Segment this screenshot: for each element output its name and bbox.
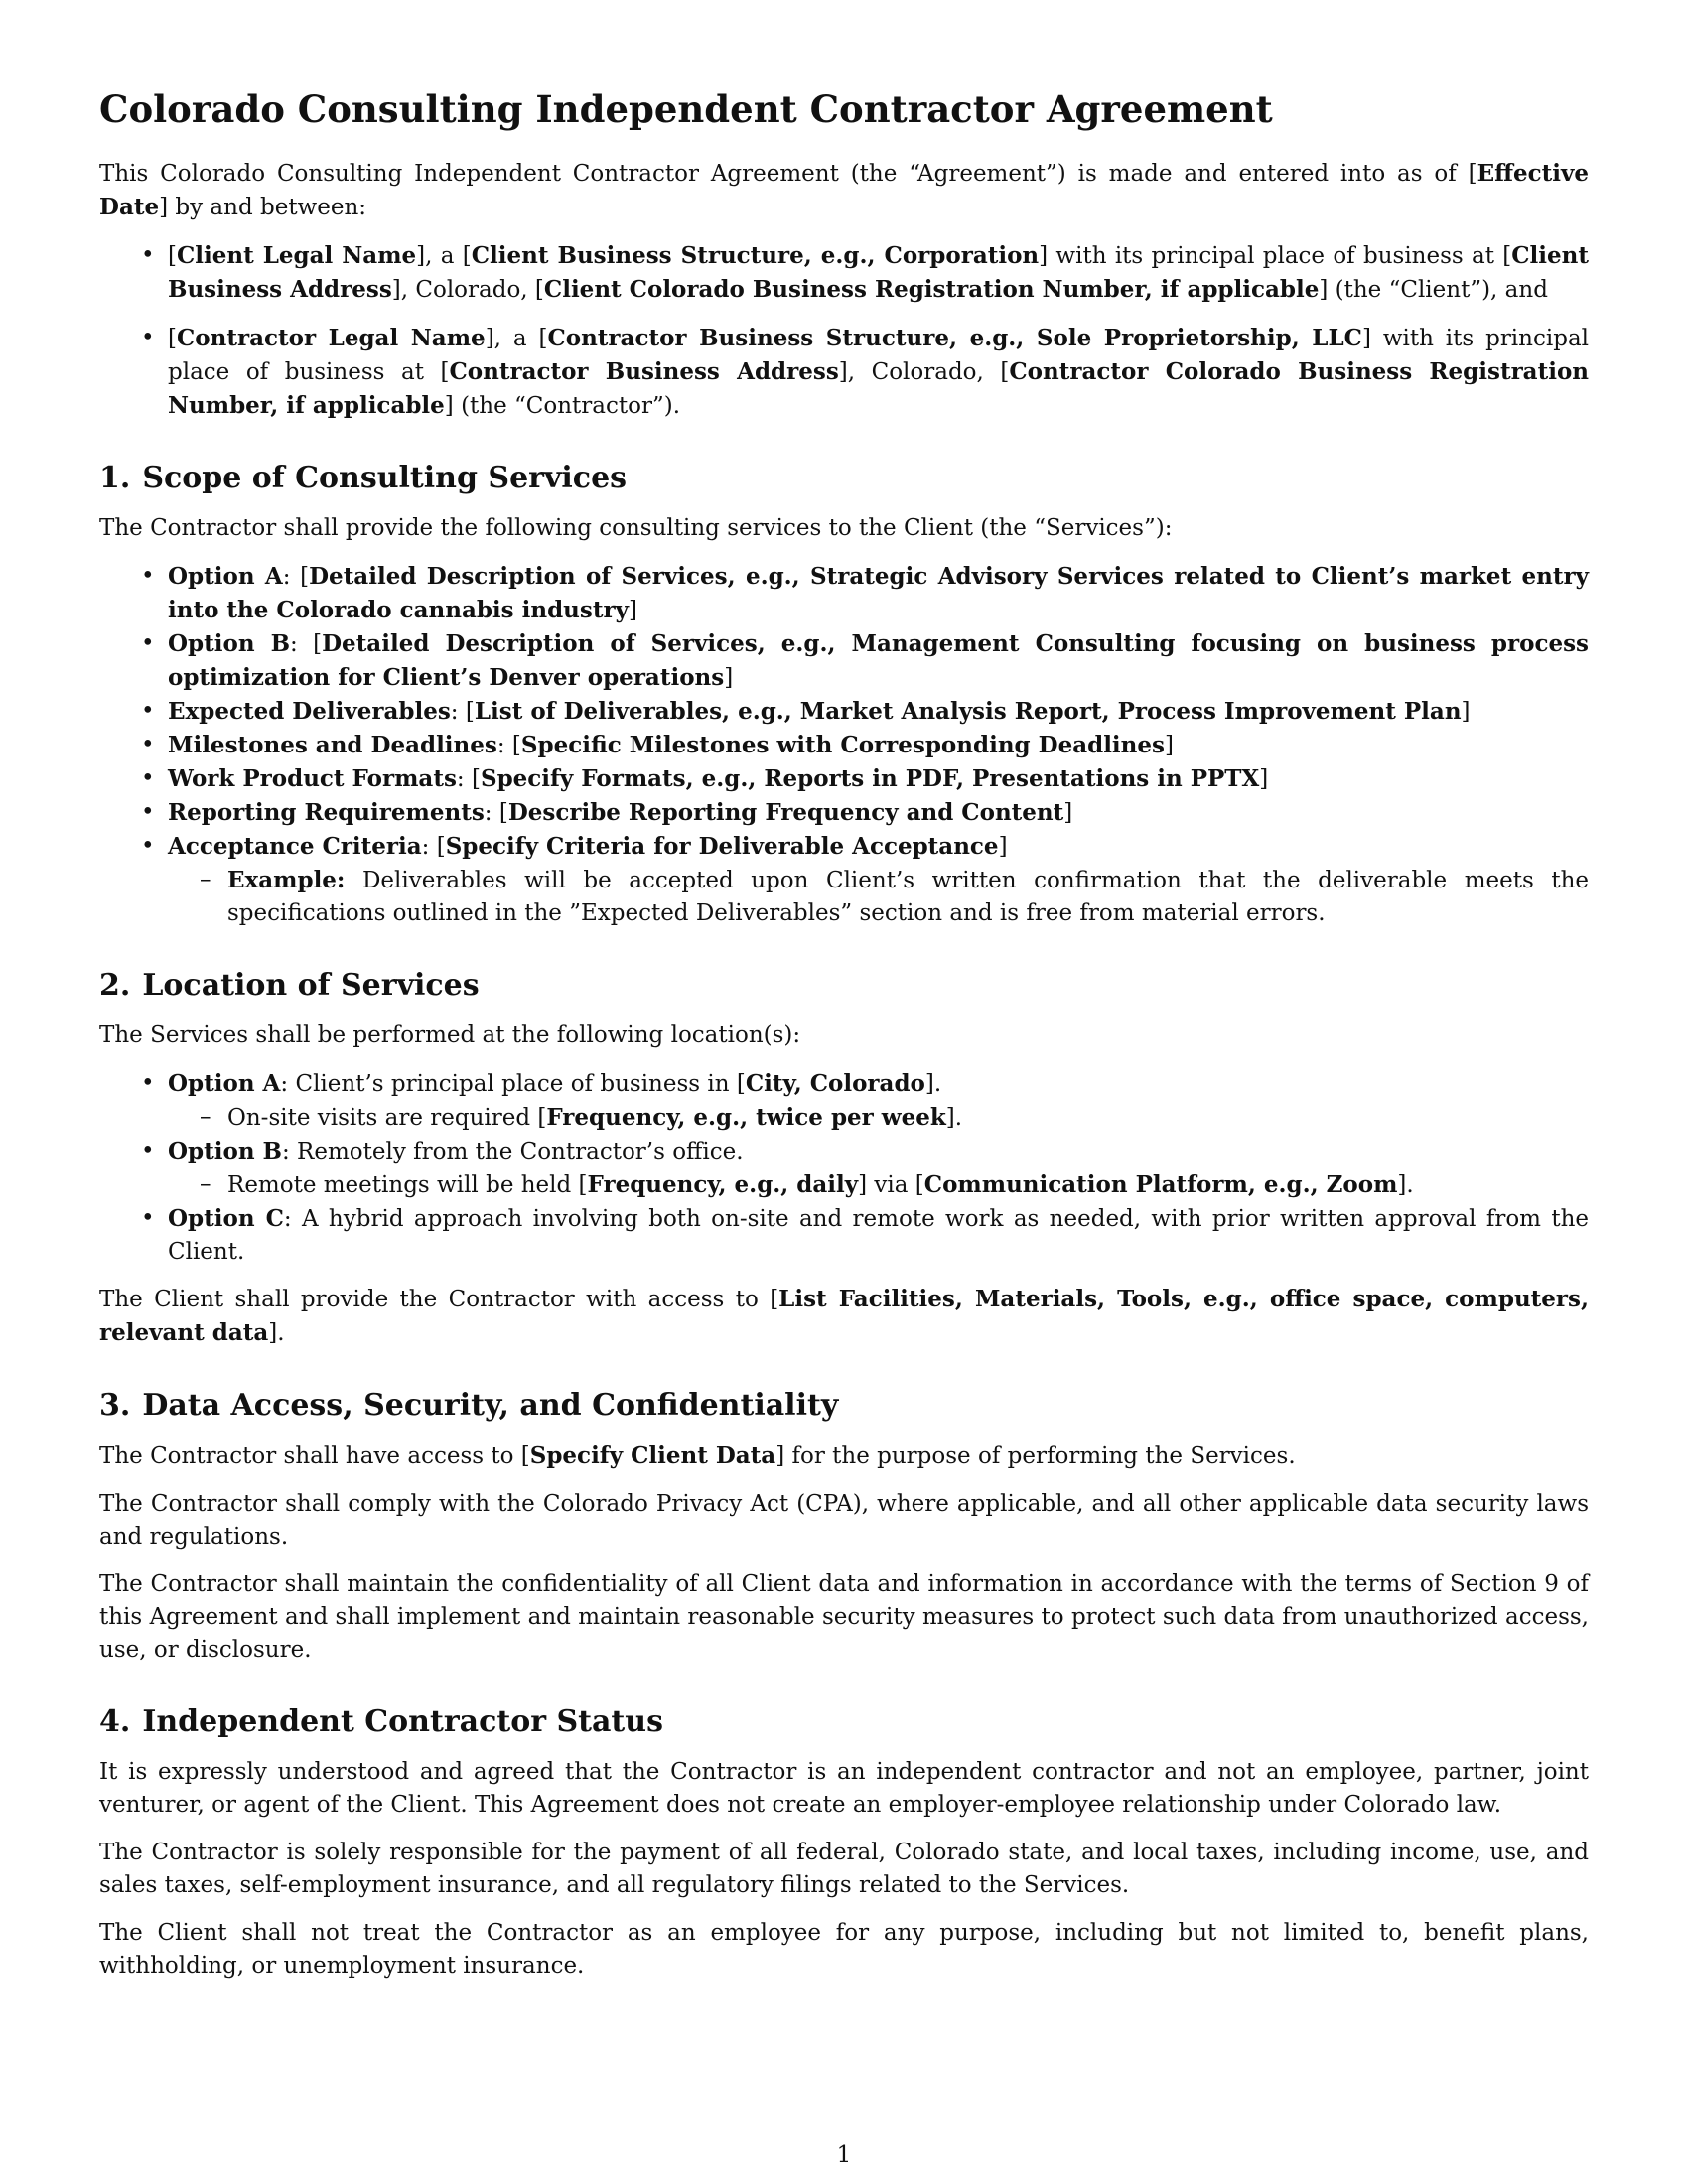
section-3-p3: The Contractor shall maintain the confidentiality of all Client data and information in accordance with the terms of Section 9 of this Agreement and shall implement and maintain reasonable security measures to protect such data from unauthorized access, use, or disclosure. <box>99 1571 1589 1664</box>
option-a-sublist <box>168 1101 1589 1135</box>
section-4-p2: The Contractor is solely responsible for the payment of all federal, Colorado state, and local taxes, including income, use, and sales taxes, self-employment insurance, and all regulatory filings related to the Services. <box>99 1840 1589 1899</box>
location-option-b: • Option B: Remotely from the Contractor’s office. – Remote meetings will be held [Frequency, e.g., daily] via [Communication Platform, e.g., Zoom]. <box>99 1135 1589 1202</box>
service-item: • Acceptance Criteria: [Specify Criteria for Deliverable Acceptance] – Example: Deliverables will be accepted upon Client’s written confirmation that the deliverable meets the specifications outlined in the ”Expected Deliverables” section and is free from material errors. <box>99 830 1589 930</box>
service-item: • Option B: [Detailed Description of Services, e.g., Management Consulting focusing on business process optimization for Client’s Denver operations] <box>99 627 1589 695</box>
section-2-intro: The Services shall be performed at the following location(s): <box>99 1023 801 1049</box>
document-body <box>99 87 1589 1997</box>
acceptance-example: – Example: Deliverables will be accepted upon Client’s written confirmation that the deliverable meets the specifications outlined in the ”Expected Deliverables” section and is free from material errors. <box>168 864 1589 930</box>
section-3-heading: 3. Data Access, Security, and Confidentiality <box>99 1388 839 1424</box>
service-item: • Work Product Formats: [Specify Formats, e.g., Reports in PDF, Presentations in PPTX] <box>99 762 1589 796</box>
service-item: • Expected Deliverables: [List of Deliverables, e.g., Market Analysis Report, Process Improvement Plan] <box>99 695 1589 729</box>
services-list <box>99 560 1589 930</box>
section-4-heading: 4. Independent Contractor Status <box>99 1705 663 1740</box>
location-option-a: • Option A: Client’s principal place of business in [City, Colorado]. – On-site visits are required [Frequency, e.g., twice per week]. <box>99 1067 1589 1135</box>
option-a-detail: – On-site visits are required [Frequency, e.g., twice per week]. <box>168 1101 1589 1135</box>
document-title: Colorado Consulting Independent Contractor Agreement <box>99 87 1273 131</box>
option-b-sublist <box>168 1168 1589 1202</box>
section-3-p1: The Contractor shall have access to [Specify Client Data] for the purpose of performing the Services. <box>99 1442 1296 1470</box>
option-b-detail: – Remote meetings will be held [Frequency, e.g., daily] via [Communication Platform, e.g., Zoom]. <box>168 1168 1589 1202</box>
section-4-p1: It is expressly understood and agreed that the Contractor is an independent contractor and not an employee, partner, joint venturer, or agent of the Client. This Agreement does not create an employer-employee relationship under Colorado law. <box>99 1759 1589 1819</box>
section-2-heading: 2. Location of Services <box>99 968 480 1004</box>
section-2-access: The Client shall provide the Contractor with access to [List Facilities, Materials, Tools, e.g., office space, computers, relevant data]. <box>99 1286 1589 1347</box>
section-1-heading: 1. Scope of Consulting Services <box>99 461 628 496</box>
party-contractor: • [Contractor Legal Name], a [Contractor Business Structure, e.g., Sole Proprietorship, LLC] with its principal place of business at [Contractor Business Address], Colorado, [Contractor Colorado Business Registration Number, if applicable] (the “Contractor”). <box>99 322 1589 423</box>
service-item: • Reporting Requirements: [Describe Reporting Frequency and Content] <box>99 796 1589 830</box>
acceptance-sublist <box>168 864 1589 930</box>
locations-list <box>99 1067 1589 1269</box>
parties-list <box>99 239 1589 423</box>
section-4-p3: The Client shall not treat the Contractor as an employee for any purpose, including but not limited to, benefit plans, withholding, or unemployment insurance. <box>99 1920 1589 1979</box>
service-item: • Milestones and Deadlines: [Specific Milestones with Corresponding Deadlines] <box>99 729 1589 762</box>
page-number: 1 <box>836 2142 852 2168</box>
service-item: • Option A: [Detailed Description of Services, e.g., Strategic Advisory Services related to Client’s market entry into the Colorado cannabis industry] <box>99 560 1589 627</box>
location-option-c: • Option C: A hybrid approach involving both on-site and remote work as needed, with prior written approval from the Client. <box>99 1202 1589 1269</box>
section-3-p2: The Contractor shall comply with the Colorado Privacy Act (CPA), where applicable, and all other applicable data security laws and regulations. <box>99 1491 1589 1551</box>
intro-paragraph: This Colorado Consulting Independent Contractor Agreement (the “Agreement”) is made and entered into as of [Effective Date] by and between: <box>99 160 1589 221</box>
section-1-intro: The Contractor shall provide the following consulting services to the Client (the “Services”): <box>99 515 1173 542</box>
party-client: • [Client Legal Name], a [Client Business Structure, e.g., Corporation] with its principal place of business at [Client Business Address], Colorado, [Client Colorado Business Registration Number, if applicable] (the “Client”), and <box>99 239 1589 307</box>
